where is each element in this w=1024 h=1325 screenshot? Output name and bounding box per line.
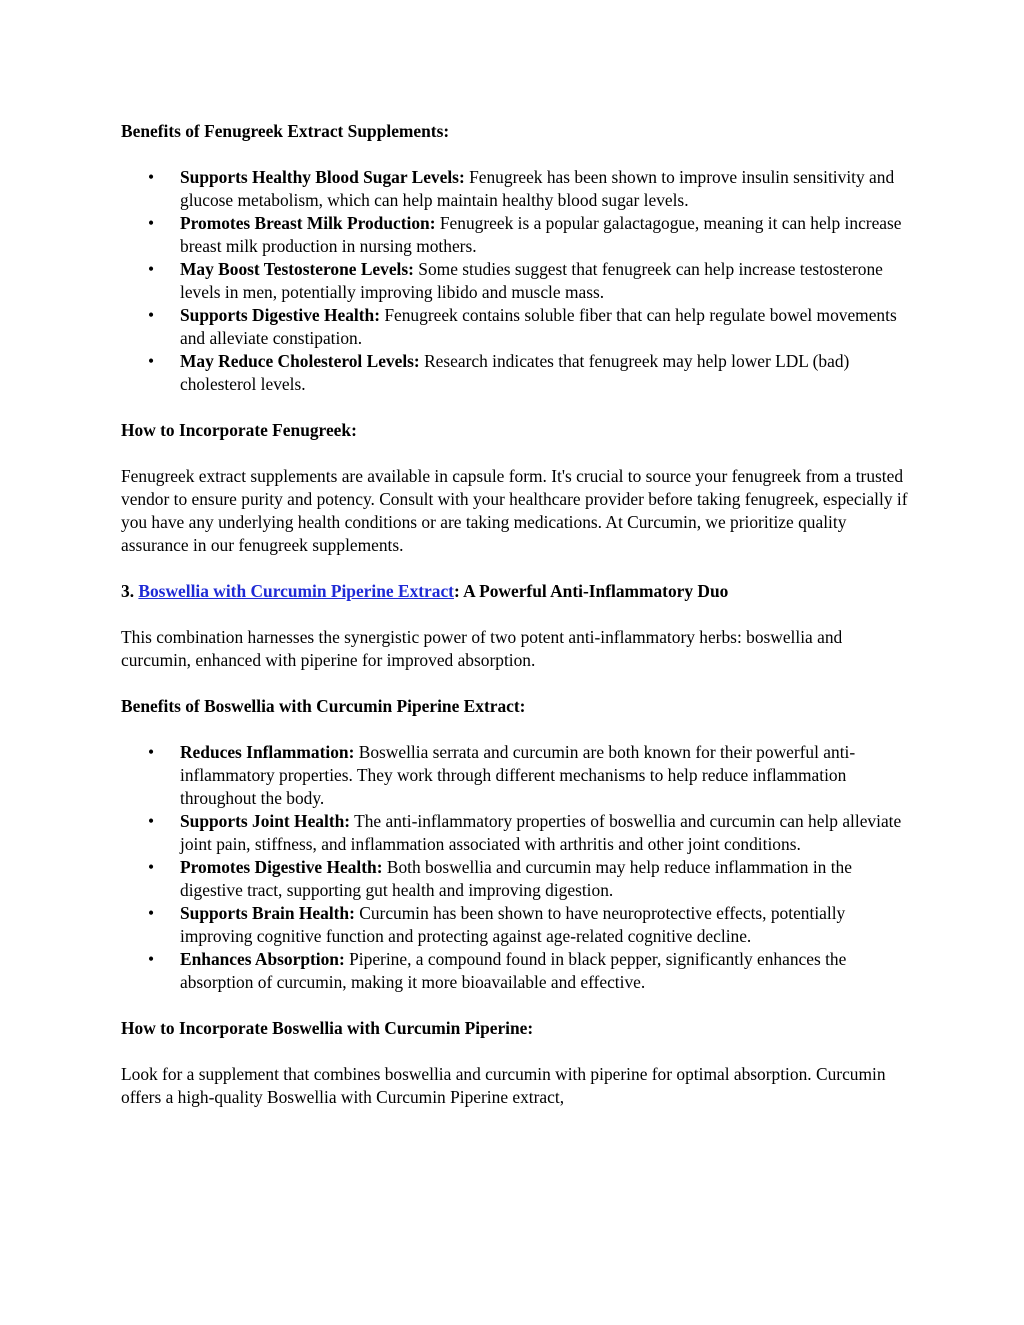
boswellia-intro-paragraph: This combination harnesses the synergistic power of two potent anti-inflammatory herbs: boswellia and curcumin, enhanced with piperine for improved absorption. (121, 627, 843, 670)
bullet-icon: • (148, 903, 155, 923)
fenugreek-benefits-heading: Benefits of Fenugreek Extract Supplements: (121, 121, 450, 141)
list-item (148, 810, 911, 856)
list-item (148, 350, 911, 396)
boswellia-benefits-list (121, 741, 911, 994)
fenugreek-how-heading: How to Incorporate Fenugreek: (121, 420, 357, 440)
boswellia-product-link[interactable]: Boswellia with Curcumin Piperine Extract (138, 581, 454, 601)
benefit-term: Enhances Absorption: (180, 949, 345, 969)
benefit-term: Supports Brain Health: (180, 903, 355, 923)
list-item (148, 902, 911, 948)
bullet-icon: • (148, 949, 155, 969)
list-item (148, 258, 911, 304)
benefit-text: Boswellia serrata and curcumin are both known for their powerful anti-inflammatory properties. They work through different mechanisms to help reduce inflammation throughout the body. (180, 742, 856, 808)
bullet-icon: • (148, 305, 155, 325)
benefit-term: Supports Joint Health: (180, 811, 351, 831)
benefit-term: Promotes Breast Milk Production: (180, 213, 436, 233)
list-item (148, 741, 911, 810)
benefit-term: Supports Digestive Health: (180, 305, 380, 325)
boswellia-how-heading: How to Incorporate Boswellia with Curcumin Piperine: (121, 1018, 534, 1038)
bullet-icon: • (148, 259, 155, 279)
section-title-rest: : A Powerful Anti-Inflammatory Duo (453, 581, 729, 601)
benefit-text: Fenugreek is a popular galactagogue, meaning it can help increase breast milk production in nursing mothers. (180, 213, 902, 256)
benefit-text: Some studies suggest that fenugreek can help increase testosterone levels in men, potentially improving libido and muscle mass. (180, 259, 883, 302)
bullet-icon: • (148, 742, 155, 762)
benefit-text: Piperine, a compound found in black pepper, significantly enhances the absorption of curcumin, making it more bioavailable and effective. (180, 949, 847, 992)
boswellia-benefits-heading: Benefits of Boswellia with Curcumin Piperine Extract: (121, 696, 526, 716)
bullet-icon: • (148, 351, 155, 371)
fenugreek-how-paragraph: Fenugreek extract supplements are available in capsule form. It's crucial to source your fenugreek from a trusted vendor to ensure purity and potency. Consult with your healthcare provider before taking fenugreek, especially if you have any underlying health conditions or are taking medications. At Curcumin, we prioritize quality assurance in our fenugreek supplements. (121, 466, 908, 555)
benefit-text: Curcumin has been shown to have neuroprotective effects, potentially improving cognitive function and protecting against age-related cognitive decline. (180, 903, 846, 946)
benefit-text: Fenugreek has been shown to improve insulin sensitivity and glucose metabolism, which can help maintain healthy blood sugar levels. (180, 167, 895, 210)
benefit-text: Fenugreek contains soluble fiber that can help regulate bowel movements and alleviate constipation. (180, 305, 897, 348)
benefit-term: May Reduce Cholesterol Levels: (180, 351, 420, 371)
list-item (148, 856, 911, 902)
benefit-term: Promotes Digestive Health: (180, 857, 383, 877)
list-item (148, 948, 911, 994)
list-item (148, 212, 911, 258)
boswellia-section-title (121, 580, 911, 603)
list-item (148, 166, 911, 212)
bullet-icon: • (148, 857, 155, 877)
benefit-text: The anti-inflammatory properties of boswellia and curcumin can help alleviate joint pain, stiffness, and inflammation associated with arthritis and other joint conditions. (180, 811, 902, 854)
document-body (121, 120, 911, 1109)
benefit-term: Supports Healthy Blood Sugar Levels: (180, 167, 465, 187)
section-number: 3. (121, 581, 139, 601)
fenugreek-benefits-list (121, 166, 911, 396)
benefit-text: Research indicates that fenugreek may help lower LDL (bad) cholesterol levels. (180, 351, 850, 394)
boswellia-how-paragraph: Look for a supplement that combines boswellia and curcumin with piperine for optimal absorption. Curcumin offers a high-quality Boswellia with Curcumin Piperine extract, (121, 1064, 886, 1107)
benefit-text: Both boswellia and curcumin may help reduce inflammation in the digestive tract, supporting gut health and improving digestion. (180, 857, 852, 900)
bullet-icon: • (148, 213, 155, 233)
bullet-icon: • (148, 167, 155, 187)
benefit-term: May Boost Testosterone Levels: (180, 259, 414, 279)
benefit-term: Reduces Inflammation: (180, 742, 355, 762)
bullet-icon: • (148, 811, 155, 831)
list-item (148, 304, 911, 350)
